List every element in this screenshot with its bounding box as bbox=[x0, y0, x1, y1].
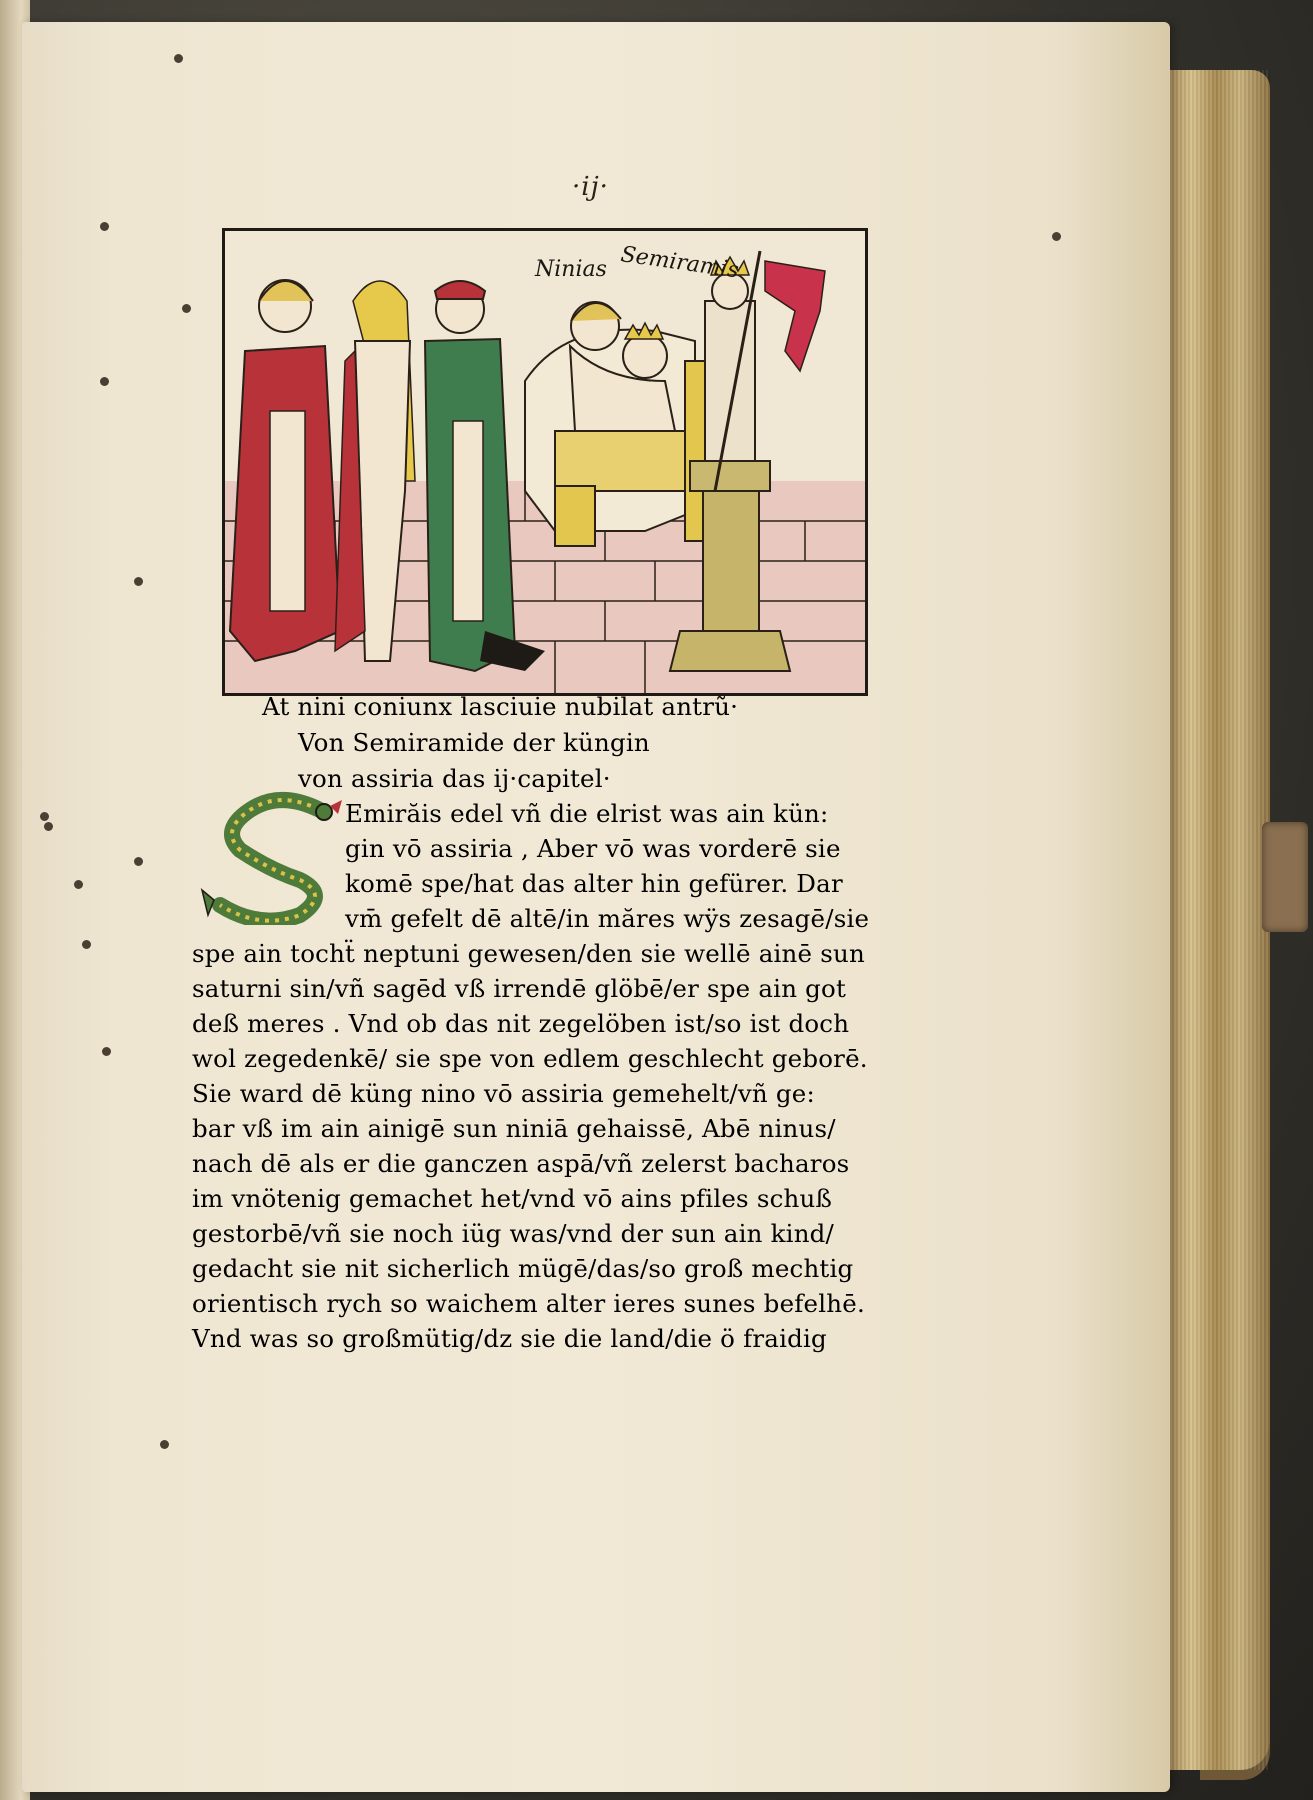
chapter-heading-line-2: von assiria das ij·capitel· bbox=[298, 764, 611, 793]
body-line: saturni sin/vñ sagēd vß irrendē glöbē/er spe ain got bbox=[192, 974, 847, 1003]
pin-hole bbox=[134, 857, 143, 866]
body-line: komē spe/hat das alter hin gefürer. Dar bbox=[345, 869, 843, 898]
body-line: gedacht sie nit sicherlich mügē/das/so groß mechtig bbox=[192, 1254, 854, 1283]
woodcut-illustration bbox=[222, 228, 868, 696]
body-line: deß meres . Vnd ob das nit zegelöben ist/so ist doch bbox=[192, 1009, 850, 1038]
body-line: Sie ward dē küng nino vō assiria gemehelt/vñ ge: bbox=[192, 1079, 815, 1108]
pin-hole bbox=[74, 880, 83, 889]
verse-caption: At nini coniunx lasciuie nubilat antrũ· bbox=[262, 692, 739, 721]
clasp bbox=[1262, 822, 1308, 932]
signature-mark: ·ij· bbox=[572, 172, 609, 202]
pin-hole bbox=[100, 377, 109, 386]
body-line: wol zegedenkē/ sie spe von edlem geschlecht geborē. bbox=[192, 1044, 868, 1073]
pin-hole bbox=[1052, 232, 1061, 241]
pin-hole bbox=[44, 822, 53, 831]
woodcut-svg bbox=[225, 231, 865, 693]
body-line: bar vß im ain ainigē sun niniā gehaissē, Abē ninus/ bbox=[192, 1114, 836, 1143]
pin-hole bbox=[134, 577, 143, 586]
body-line: gin vō assiria , Aber vō was vorderē sie bbox=[345, 834, 841, 863]
pin-hole bbox=[82, 940, 91, 949]
body-line: spe ain tochẗ neptuni gewesen/den sie wellē ainē sun bbox=[192, 939, 865, 968]
body-line: gestorbē/vñ sie noch iüg was/vnd der sun ain kind/ bbox=[192, 1219, 835, 1248]
body-line: nach dē als er die ganczen aspā/vñ zelerst bacharos bbox=[192, 1149, 850, 1178]
pin-hole bbox=[100, 222, 109, 231]
pin-hole bbox=[174, 54, 183, 63]
body-line: orientisch rych so waichem alter ieres sunes befelhē. bbox=[192, 1289, 865, 1318]
pin-hole bbox=[102, 1047, 111, 1056]
body-line: Emirăis edel vñ die elrist was ain kün: bbox=[345, 799, 829, 828]
pin-hole bbox=[182, 304, 191, 313]
pin-hole bbox=[160, 1440, 169, 1449]
woodcut-label-ninias: Ninias bbox=[535, 257, 607, 282]
chapter-heading-line-1: Von Semiramide der küngin bbox=[298, 728, 650, 757]
decorated-initial-dragon bbox=[200, 790, 345, 925]
pin-hole bbox=[40, 812, 49, 821]
woodcut-label-semiramis: Semiramis bbox=[619, 242, 741, 284]
body-line: Vnd was so großmütig/dz sie die land/die ö fraidig bbox=[192, 1324, 827, 1353]
body-line: im vnötenig gemachet het/vnd vō ains pfiles schuß bbox=[192, 1184, 833, 1213]
body-line: vm̄ gefelt dē altē/in măres wÿs zesagē/sie bbox=[345, 904, 870, 933]
